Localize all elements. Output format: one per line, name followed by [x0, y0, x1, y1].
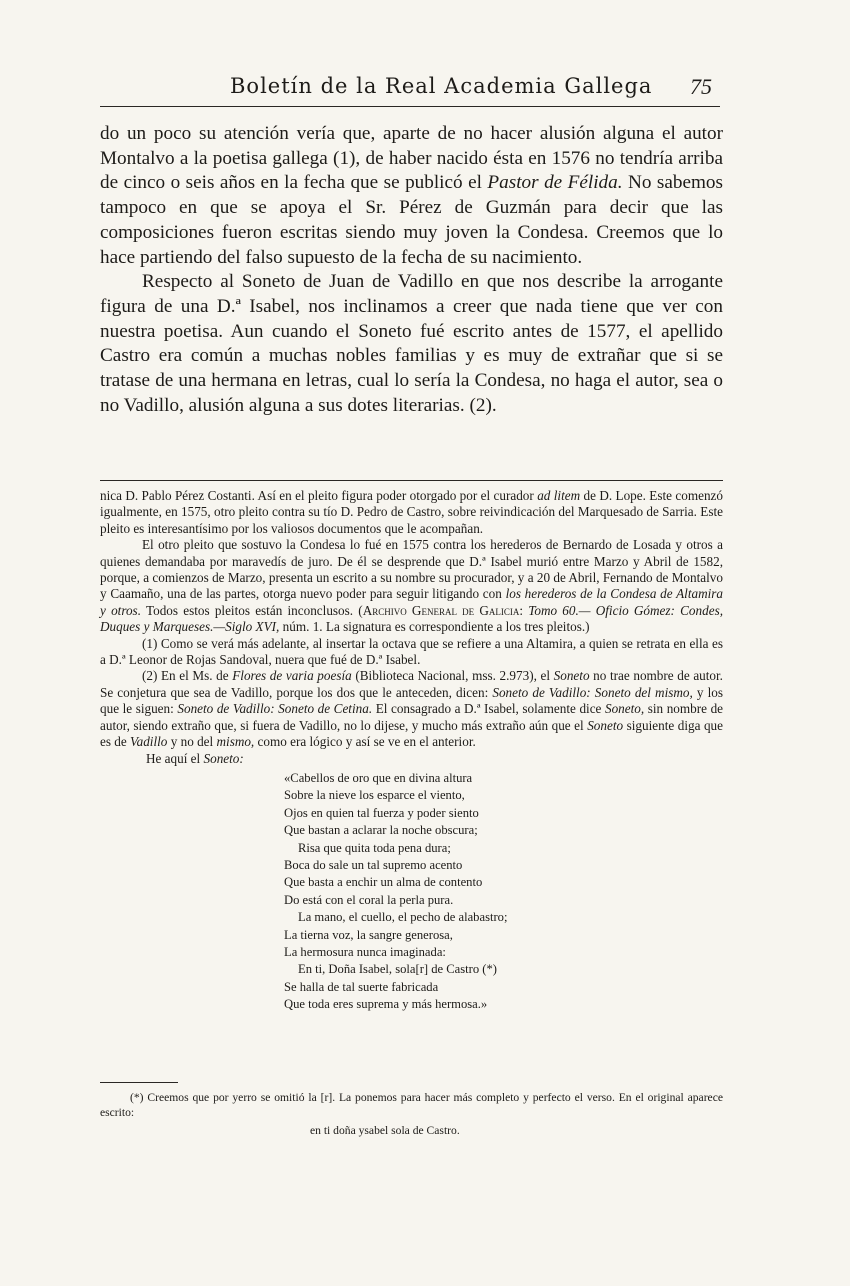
footnote-separator [100, 480, 723, 481]
poem-line: Ojos en quien tal fuerza y poder siento [284, 805, 479, 820]
poem-line: Que toda eres suprema y más hermosa.» [284, 997, 488, 1012]
paragraph-1: do un poco su atención vería que, aparte de no hacer alusión alguna el autor Montalvo a la poetisa gallega (1), de haber nacido ésta en 1576 no tendría arriba de cinco o seis años en la fecha que se publicó el Pastor de Félida. No sabemos tampoco en que se apoya el Sr. Pérez de Guzmán para decir que las composiciones fueron escritas siendo muy joven la Condesa. Creemos que lo hace partiendo del falso supuesto de la fecha de su nacimiento. [100, 123, 723, 268]
footnotes [100, 488, 723, 1014]
poem-line: En ti, Doña Isabel, sola[r] de Castro (*) [298, 962, 497, 977]
poem-line: Que basta a enchir un alma de contento [284, 875, 483, 890]
poem-line: «Cabellos de oro que en divina altura [284, 770, 473, 785]
poem-intro: He aquí el Soneto: [146, 750, 244, 766]
poem-line: La mano, el cuello, el pecho de alabastro; [298, 910, 508, 925]
subnote [100, 1090, 723, 1138]
subnote-separator [100, 1082, 178, 1083]
poem-line: Do está con el coral la perla pura. [284, 892, 454, 907]
sonnet [284, 770, 723, 1014]
footnote-1: (1) Como se verá más adelante, al insertar la octava que se refiere a una Altamira, a quien se retrata en ella es a D.ª Leonor de Rojas Sandoval, nuera que fué de D.ª Isabel. [100, 635, 723, 668]
poem-line: Boca do sale un tal supremo acento [284, 857, 463, 872]
paragraph-2: Respecto al Soneto de Juan de Vadillo en que nos describe la arrogante figura de una D.ª Isabel, nos inclinamos a creer que nada tiene que ver con nuestra poetisa. Aun cuando el Soneto fué escrito antes de 1577, el apellido Castro era común a muchas nobles familias y es muy de extrañar que si se tratase de una hermana en letras, cual lo sería la Condesa, no haga el autor, sea o no Vadillo, alusión alguna a sus dotes literarias. (2). [100, 271, 723, 416]
journal-title: Boletín de la Real Academia Gallega [230, 74, 653, 98]
footnote-2: (2) En el Ms. de Flores de varia poesía (Biblioteca Nacional, mss. 2.973), el Soneto no trae nombre de autor. Se conjetura que sea de Vadillo, porque los dos que le anteceden, dicen: Soneto de Vadillo: Soneto del mismo, y los que le siguen: Soneto de Vadillo: Soneto de Cetina. El consagrado a D.ª Isabel, solamente dice Soneto, sin nombre de autor, siendo extraño que, si fuera de Vadillo, no lo dijese, y mucho más extraño aún que el Soneto siguiente diga que es de Vadillo y no del mismo, como era lógico y así se ve en el anterior. [100, 668, 724, 750]
subnote-text: (*) Creemos que por yerro se omitió la [r]. La ponemos para hacer más completo y perfecto el verso. En el original aparece escrito: [100, 1091, 723, 1119]
poem-line: Que bastan a aclarar la noche obscura; [284, 823, 478, 838]
poem-line: Risa que quita toda pena dura; [298, 840, 451, 855]
page-number: 75 [690, 74, 712, 99]
footnote-continuation-1: nica D. Pablo Pérez Costanti. Así en el pleito figura poder otorgado por el curador ad litem de D. Lope. Este comenzó igualmente, en 1575, otro pleito contra su tío D. Pedro de Castro, sobre reivindicación del Marquesado de Sarria. Este pleito es interesantísimo por los valiosos documentos que le acompañan. [100, 488, 723, 536]
footnote-continuation-2: El otro pleito que sostuvo la Condesa lo fué en 1575 contra los herederos de Bernardo de Losada y otros a quienes demandaba por maravedís de juro. De él se desprende que D.ª Isabel murió entre Marzo y Abril de 1582, porque, a comienzos de Marzo, presenta un escrito a su nombre su procurador, y a 20 de Abril, Fernando de Montalvo y Caamaño, una de las partes, otorga nuevo poder para seguir litigando con los herederos de la Condesa de Altamira y otros. Todos estos pleitos están inconclusos. (Archivo General de Galicia: Tomo 60.— Oficio Gómez: Condes, Duques y Marqueses.—Siglo XVI, núm. 1. La signatura es correspondiente a los tres pleitos.) [100, 537, 724, 635]
poem-line: Se halla de tal suerte fabricada [284, 979, 439, 994]
subnote-quote: en ti doña ysabel sola de Castro. [310, 1124, 460, 1137]
main-text [100, 122, 723, 418]
running-header [100, 72, 720, 107]
poem-line: La tierna voz, la sangre generosa, [284, 927, 453, 942]
poem-line: La hermosura nunca imaginada: [284, 944, 446, 959]
book-title: Pastor de Félida. [487, 172, 623, 194]
poem-line: Sobre la nieve los esparce el viento, [284, 788, 465, 803]
